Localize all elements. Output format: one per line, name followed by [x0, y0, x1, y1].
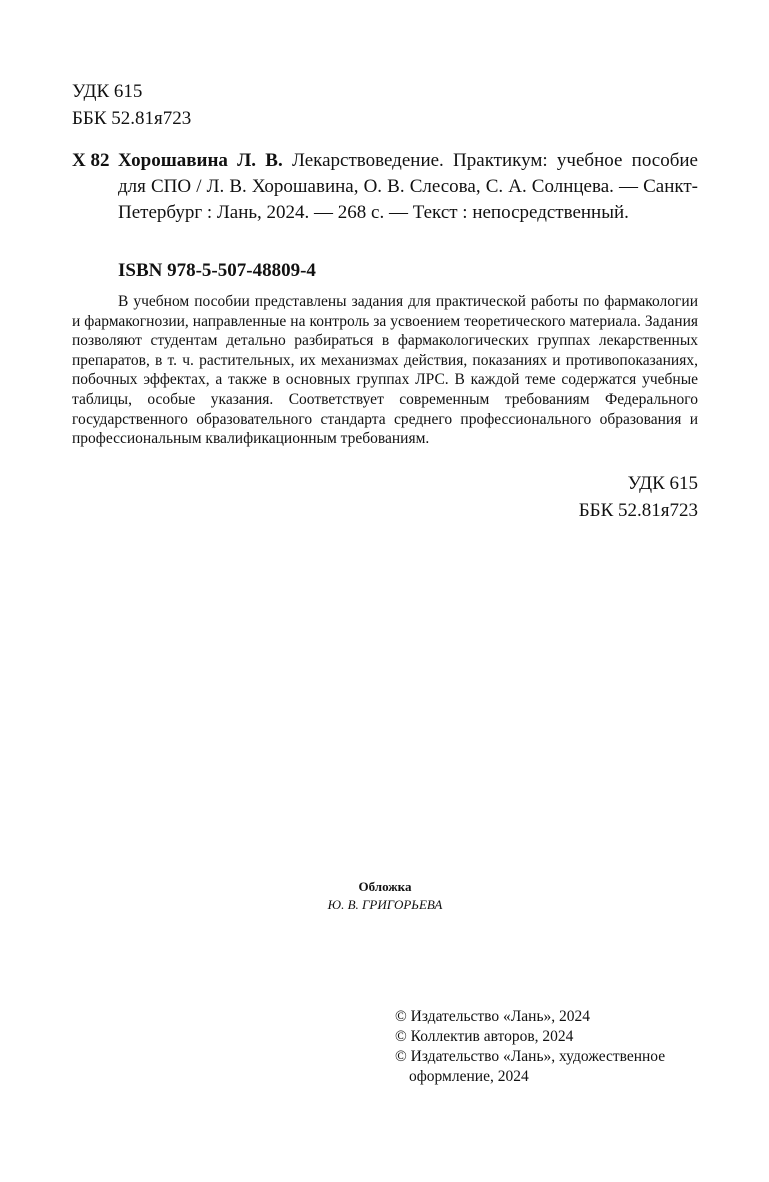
classification-top [72, 78, 191, 132]
bibliographic-entry [72, 148, 698, 226]
udk-code-bottom: УДК 615 [627, 473, 698, 494]
cover-credit [300, 878, 470, 914]
classification-bottom [579, 470, 698, 524]
entry-description: Лекарствоведение. Практикум: учебное пособие для СПО / Л. В. Хорошавина, О. В. Слесова, С. А. Солнцева. — Санкт-Петербург : Лань, 2024. — 268 с. — Текст : непосредственный. [118, 150, 698, 223]
copyright-line: © Издательство «Лань», 2024 [395, 1008, 591, 1025]
entry-body [118, 148, 698, 226]
copyright-block [395, 1007, 715, 1087]
cover-label: Обложка [358, 879, 412, 894]
copyright-line: © Издательство «Лань», художественное [395, 1048, 666, 1065]
bbk-code-bottom: ББК 52.81я723 [578, 500, 698, 521]
author-mark: Х 82 [72, 150, 110, 171]
abstract [72, 292, 698, 449]
abstract-text: В учебном пособии представлены задания для практической работы по фармакологии и фармакогнозии, направленные на контроль за усвоением теоретического материала. Задания позволяют студентам детально разбираться в фармакологических группах лекарственных препаратов, в т. ч. растительных, их механизмах действия, показаниях и противопоказаниях, побочных эффектах, а также в основных группах ЛРС. В каждой теме содержатся учебные таблицы, особые указания. Соответствует современным требованиям Федерального государственного образовательного стандарта среднего профессионального образования и профессиональным квалификационным требованиям. [72, 293, 698, 448]
udk-code: УДК 615 [72, 81, 143, 102]
entry-author: Хорошавина Л. В. [118, 150, 283, 171]
copyright-line: © Коллектив авторов, 2024 [395, 1028, 574, 1045]
cover-designer: Ю. В. ГРИГОРЬЕВА [327, 897, 443, 912]
copyright-line-continued: оформление, 2024 [409, 1068, 529, 1085]
isbn: ISBN 978-5-507-48809-4 [118, 260, 316, 281]
bbk-code: ББК 52.81я723 [72, 108, 192, 129]
